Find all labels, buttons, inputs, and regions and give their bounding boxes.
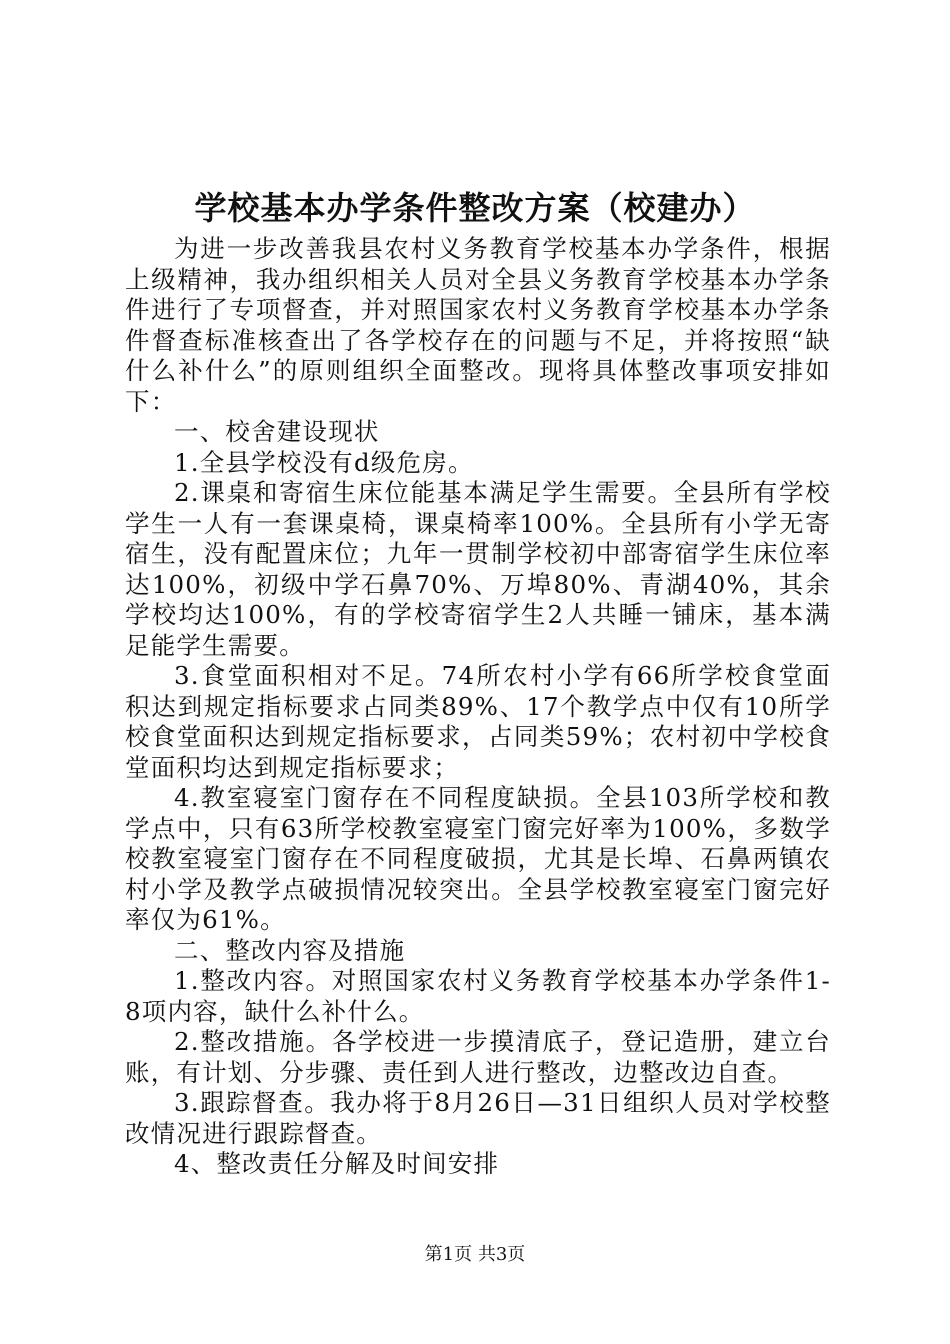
paragraph-1-2: 2.课桌和寄宿生床位能基本满足学生需要。全县所有学校学生一人有一套课桌椅，课桌椅率100%。全县所有小学无寄宿生，没有配置床位；九年一贯制学校初中部寄宿学生床位率达100%，初级中学石鼻70%、万埠80%、青湖40%，其余学校均达100%，有的学校寄宿学生2人共睡一铺床，基本满足能学生需要。 <box>125 478 831 660</box>
paragraph-1-3: 3.食堂面积相对不足。74所农村小学有66所学校食堂面积达到规定指标要求占同类89%、17个教学点中仅有10所学校食堂面积达到规定指标要求，占同类59%；农村初中学校食堂面积均达到规定指标要求； <box>125 661 831 782</box>
document-title: 学校基本办学条件整改方案（校建办） <box>194 189 756 227</box>
section-heading-1: 一、校舍建设现状 <box>174 417 380 446</box>
page-footer: 第1页 共3页 <box>424 1244 526 1265</box>
paragraph-2-1: 1.整改内容。对照国家农村义务教育学校基本办学条件1-8项内容，缺什么补什么。 <box>125 966 831 1026</box>
document-body <box>125 234 831 1180</box>
paragraph-2-3: 3.跟踪督查。我办将于8月26日—31日组织人员对学校整改情况进行跟踪督查。 <box>125 1088 831 1148</box>
section-heading-2: 二、整改内容及措施 <box>174 935 406 965</box>
paragraph-2-4: 4、整改责任分解及时间安排 <box>174 1149 500 1178</box>
paragraph-1-4: 4.教室寝室门窗存在不同程度缺损。全县103所学校和教学点中，只有63所学校教室寝室门窗完好率为100%，多数学校教室寝室门窗存在不同程度破损，尤其是长埠、石鼻两镇农村小学及教学点破损情况较突出。全县学校教室寝室门窗完好率仅为61%。 <box>125 783 831 934</box>
paragraph-2-2: 2.整改措施。各学校进一步摸清底子，登记造册，建立台账，有计划、分步骤、责任到人进行整改，边整改边自查。 <box>125 1027 831 1087</box>
intro-paragraph: 为进一步改善我县农村义务教育学校基本办学条件，根据上级精神，我办组织相关人员对全县义务教育学校基本办学条件进行了专项督查，并对照国家农村义务教育学校基本办学条件督查标准核查出了各学校存在的问题与不足，并将按照“缺什么补什么”的原则组织全面整改。现将具体整改事项安排如下： <box>125 234 831 416</box>
paragraph-1-1: 1.全县学校没有d级危房。 <box>174 447 474 477</box>
